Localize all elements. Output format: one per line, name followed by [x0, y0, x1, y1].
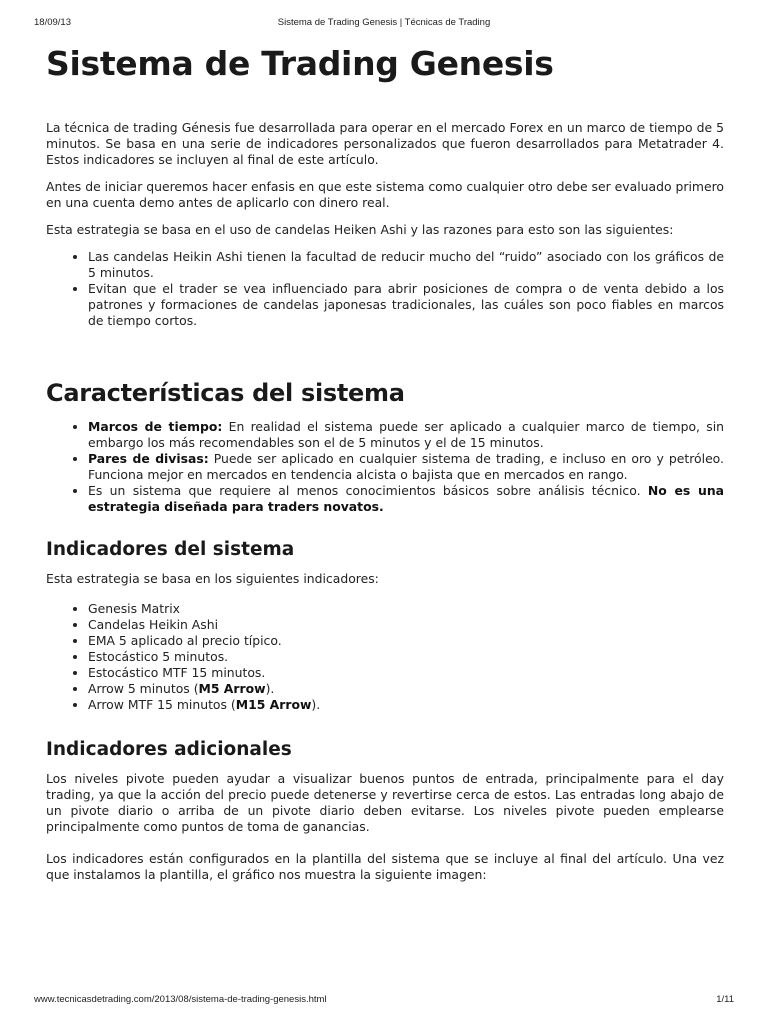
list-item: • Genesis Matrix: [88, 601, 724, 617]
feature-warning: No es una estrategia diseñada para traders novatos.: [88, 483, 724, 514]
list-item: • EMA 5 aplicado al precio típico.: [88, 633, 724, 649]
intro-paragraph: Antes de iniciar queremos hacer enfasis en que este sistema como cualquier otro debe ser evaluado primero en una cuenta demo antes de aplicarlo con dinero real.: [46, 179, 724, 210]
indicator-code: M15 Arrow: [235, 697, 312, 712]
list-item: • Candelas Heikin Ashi: [88, 617, 724, 633]
intro-paragraph: La técnica de trading Génesis fue desarrollada para operar en el mercado Forex en un marco de tiempo de 5 minutos. Se basa en una serie de indicadores personalizados que fueron desarrollados para Metatrader 4. Estos indicadores se incluyen al final de este artículo.: [46, 120, 724, 167]
article-title: Sistema de Trading Genesis: [46, 44, 554, 83]
indicators-heading: Indicadores del sistema: [46, 539, 295, 560]
item-text: Arrow 5 minutos (: [88, 681, 199, 696]
feature-label: Pares de divisas:: [88, 451, 209, 466]
indicators-intro: Esta estrategia se basa en los siguientes indicadores:: [46, 571, 379, 586]
additional-paragraph: Los niveles pivote pueden ayudar a visualizar buenos puntos de entrada, principalmente para el day trading, ya que la acción del precio puede detenerse y revertirse cerca de estos. Las entradas long abajo de un pivote diario o arriba de un pivote diario deben evitarse. Los niveles pivote pueden emplearse principalmente como puntos de toma de ganancias.: [46, 771, 724, 834]
item-text: Arrow MTF 15 minutos (: [88, 697, 236, 712]
print-url: www.tecnicasdetrading.com/2013/08/sistema-de-trading-genesis.html: [34, 994, 327, 1005]
item-text: ).: [265, 681, 275, 696]
print-footer: [0, 994, 768, 1008]
article: [46, 42, 724, 894]
feature-text: En realidad el sistema puede ser aplicado a cualquier marco de tiempo, sin embargo los más recomendables son el de 5 minutos y el de 15 minutos.: [88, 419, 724, 450]
list-item: [88, 681, 724, 697]
list-item: [88, 419, 724, 451]
features-list: [46, 419, 724, 515]
feature-text: Es un sistema que requiere al menos conocimientos básicos sobre análisis técnico.: [88, 483, 648, 498]
additional-paragraph: Los indicadores están configurados en la plantilla del sistema que se incluye al final del artículo. Una vez que instalamos la plantilla, el gráfico nos muestra la siguiente imagen:: [46, 851, 724, 882]
reasons-list: [46, 249, 724, 329]
print-page-number: 1/11: [716, 994, 734, 1005]
list-item: • Estocástico MTF 15 minutos.: [88, 665, 724, 681]
list-item: [88, 483, 724, 515]
print-page-title: Sistema de Trading Genesis | Técnicas de Trading: [277, 17, 491, 28]
feature-text: Puede ser aplicado en cualquier sistema de trading, e incluso en oro y petróleo. Funciona mejor en mercados en tendencia alcista o bajista que en mercados en rango.: [88, 451, 724, 482]
indicator-code: M5 Arrow: [198, 681, 266, 696]
additional-heading: Indicadores adicionales: [46, 739, 292, 760]
list-item: [88, 697, 724, 713]
intro-paragraph: Esta estrategia se basa en el uso de candelas Heiken Ashi y las razones para esto son las siguientes:: [46, 222, 674, 237]
list-item: • Estocástico 5 minutos.: [88, 649, 724, 665]
list-item: [88, 451, 724, 483]
features-heading: Características del sistema: [46, 379, 405, 407]
feature-label: Marcos de tiempo:: [88, 419, 223, 434]
list-item: • Las candelas Heikin Ashi tienen la facultad de reducir mucho del “ruido” asociado con los gráficos de 5 minutos.: [88, 249, 724, 281]
print-date: 18/09/13: [34, 17, 71, 28]
print-header: [0, 17, 768, 31]
list-item: • Evitan que el trader se vea influenciado para abrir posiciones de compra o de venta debido a los patrones y formaciones de candelas japonesas tradicionales, las cuáles son poco fiables en marcos de tiempo cortos.: [88, 281, 724, 329]
indicators-list: [46, 601, 724, 713]
item-text: ).: [311, 697, 321, 712]
